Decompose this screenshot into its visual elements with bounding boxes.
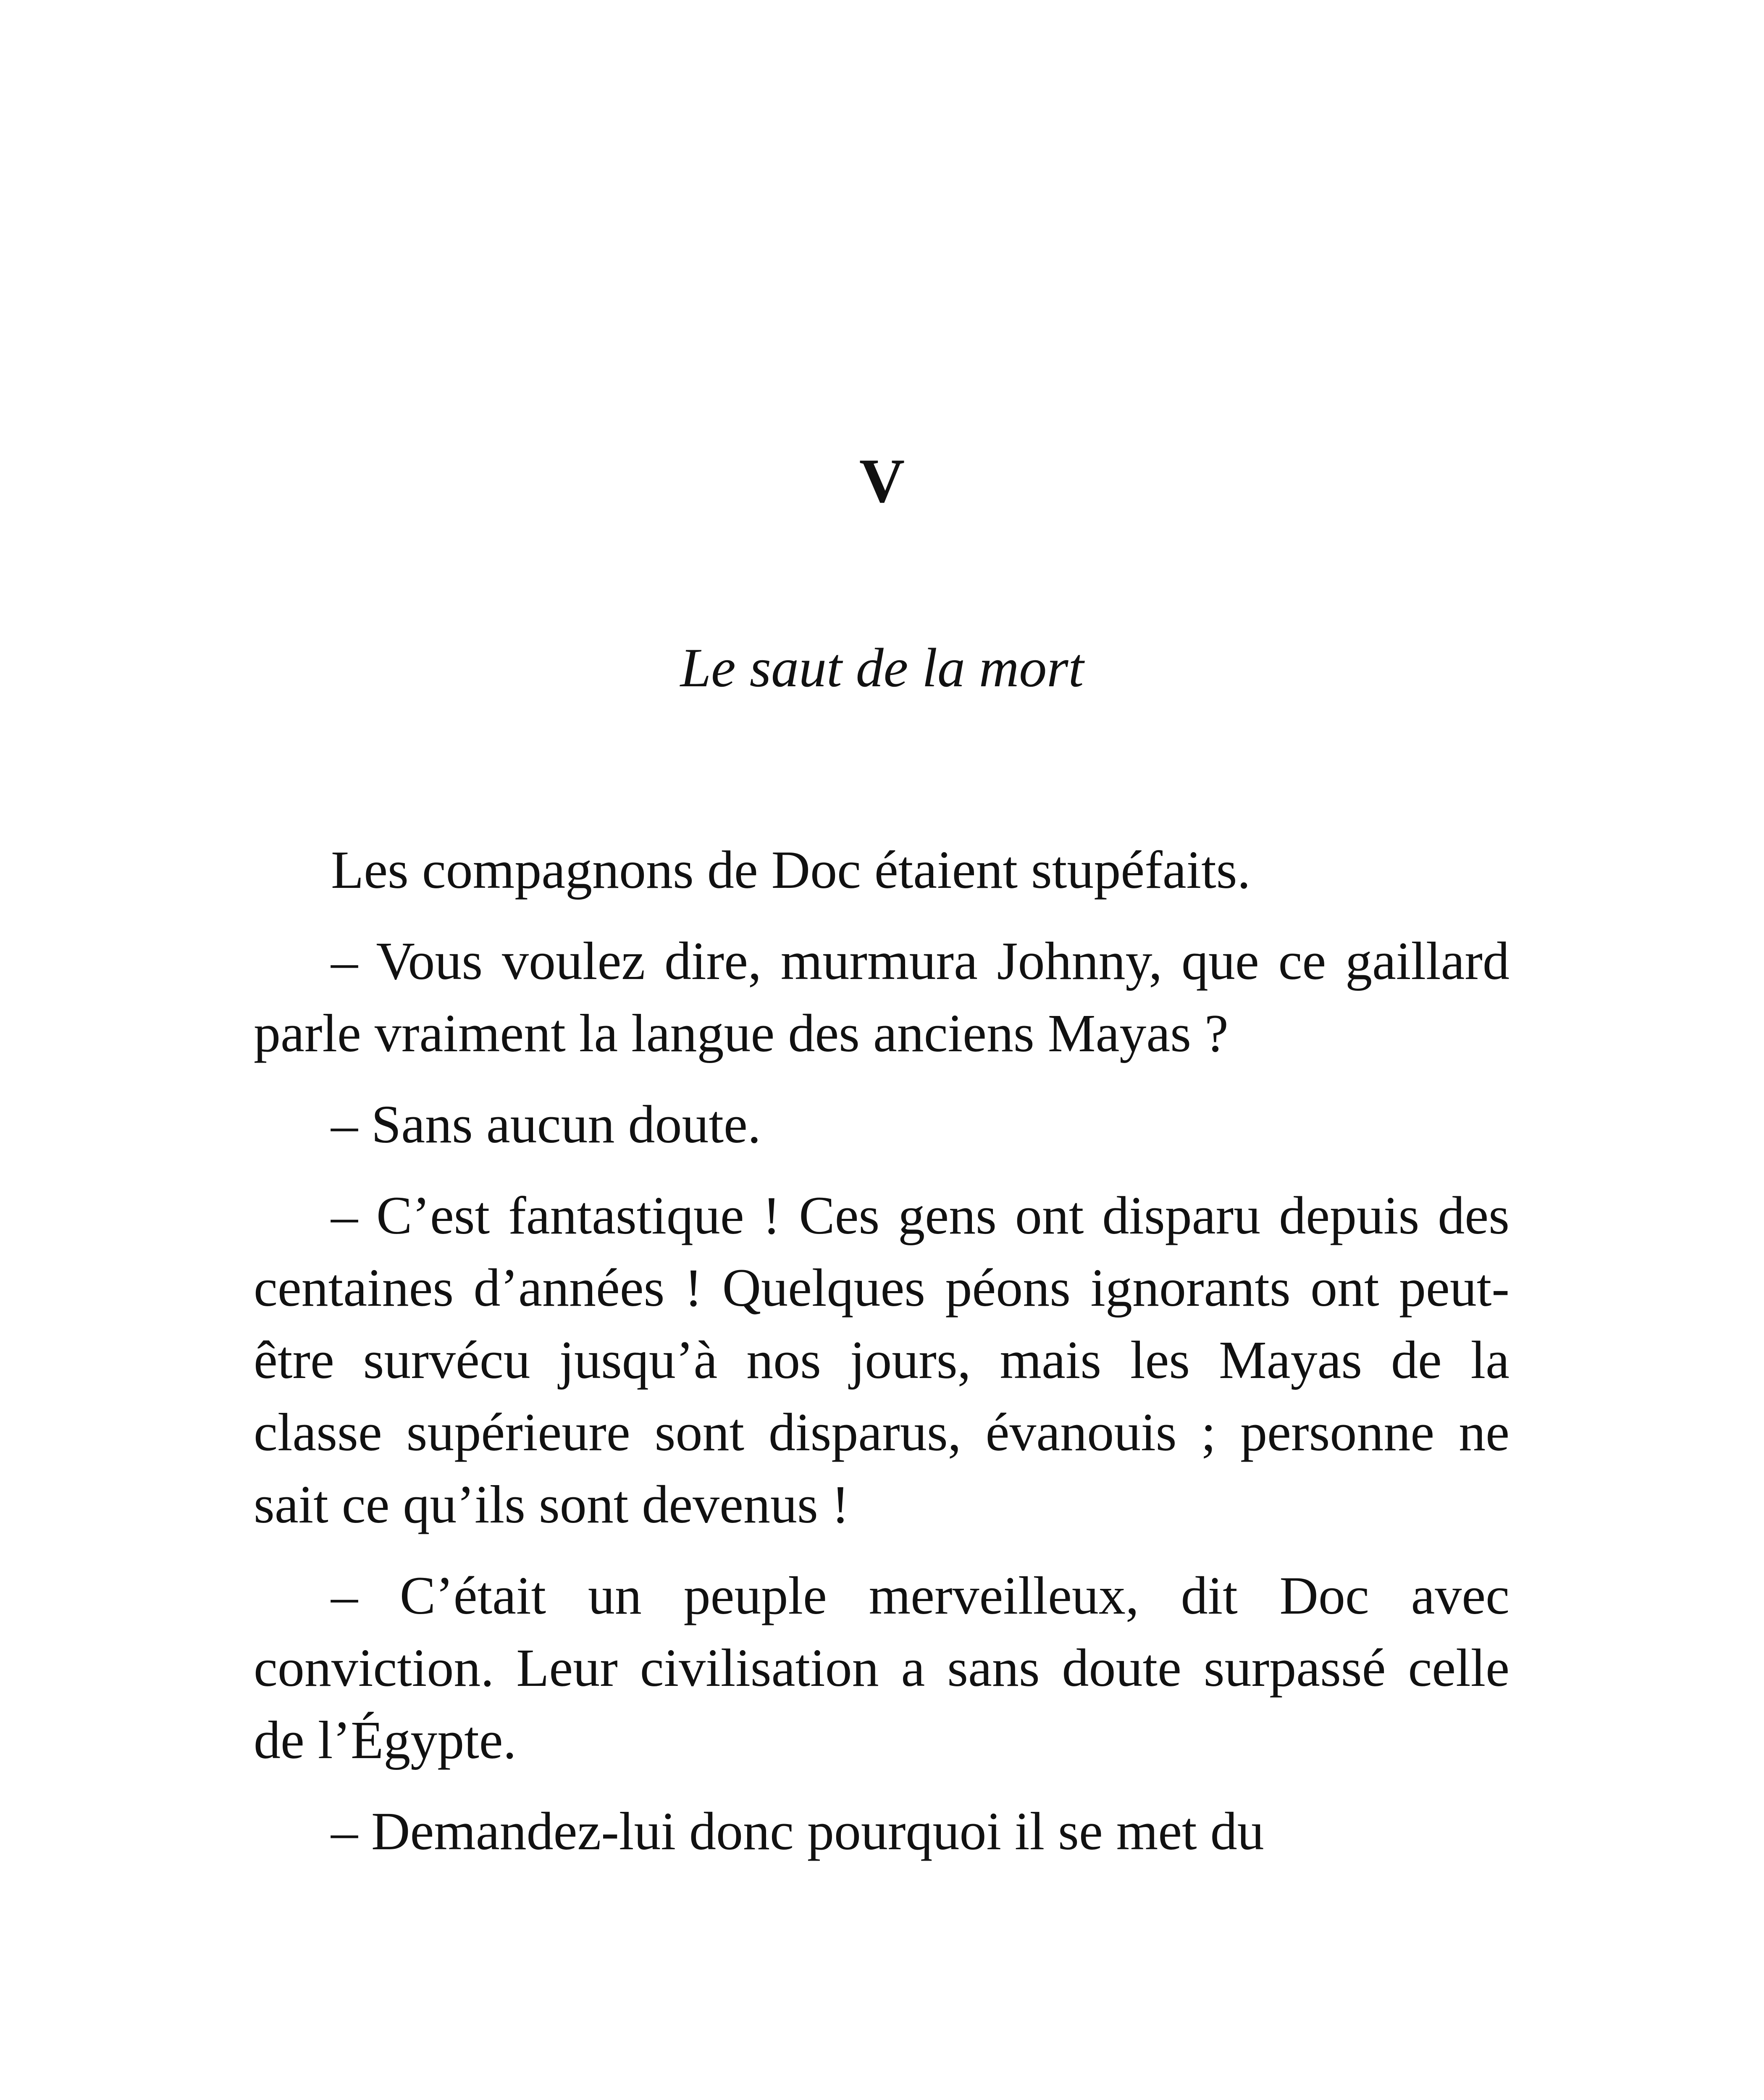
body-text: [254, 834, 1509, 1886]
paragraph: Les compagnons de Doc étaient stupéfaits.: [331, 840, 1251, 900]
paragraph: – Demandez-lui donc pourquoi il se met du: [331, 1801, 1264, 1861]
paragraph: – Sans aucun doute.: [331, 1095, 761, 1154]
chapter-number: V: [859, 446, 905, 516]
paragraph: – C’était un peuple merveilleux, dit Doc avec conviction. Leur civilisation a sans doute surpassé celle de l’Égypte.: [254, 1566, 1509, 1770]
paragraph: – C’est fantastique ! Ces gens ont disparu depuis des centaines d’années ! Quelques péons ignorants ont peut-être survécu jusqu’à nos jours, mais les Mayas de la classe supérieure sont disparus, évanouis ; personne ne sait ce qu’ils sont devenus !: [254, 1186, 1509, 1534]
paragraph: – Vous voulez dire, murmura Johnny, que ce gaillard parle vraiment la langue des anciens Mayas ?: [254, 931, 1509, 1063]
chapter-title: Le saut de la mort: [680, 637, 1084, 698]
